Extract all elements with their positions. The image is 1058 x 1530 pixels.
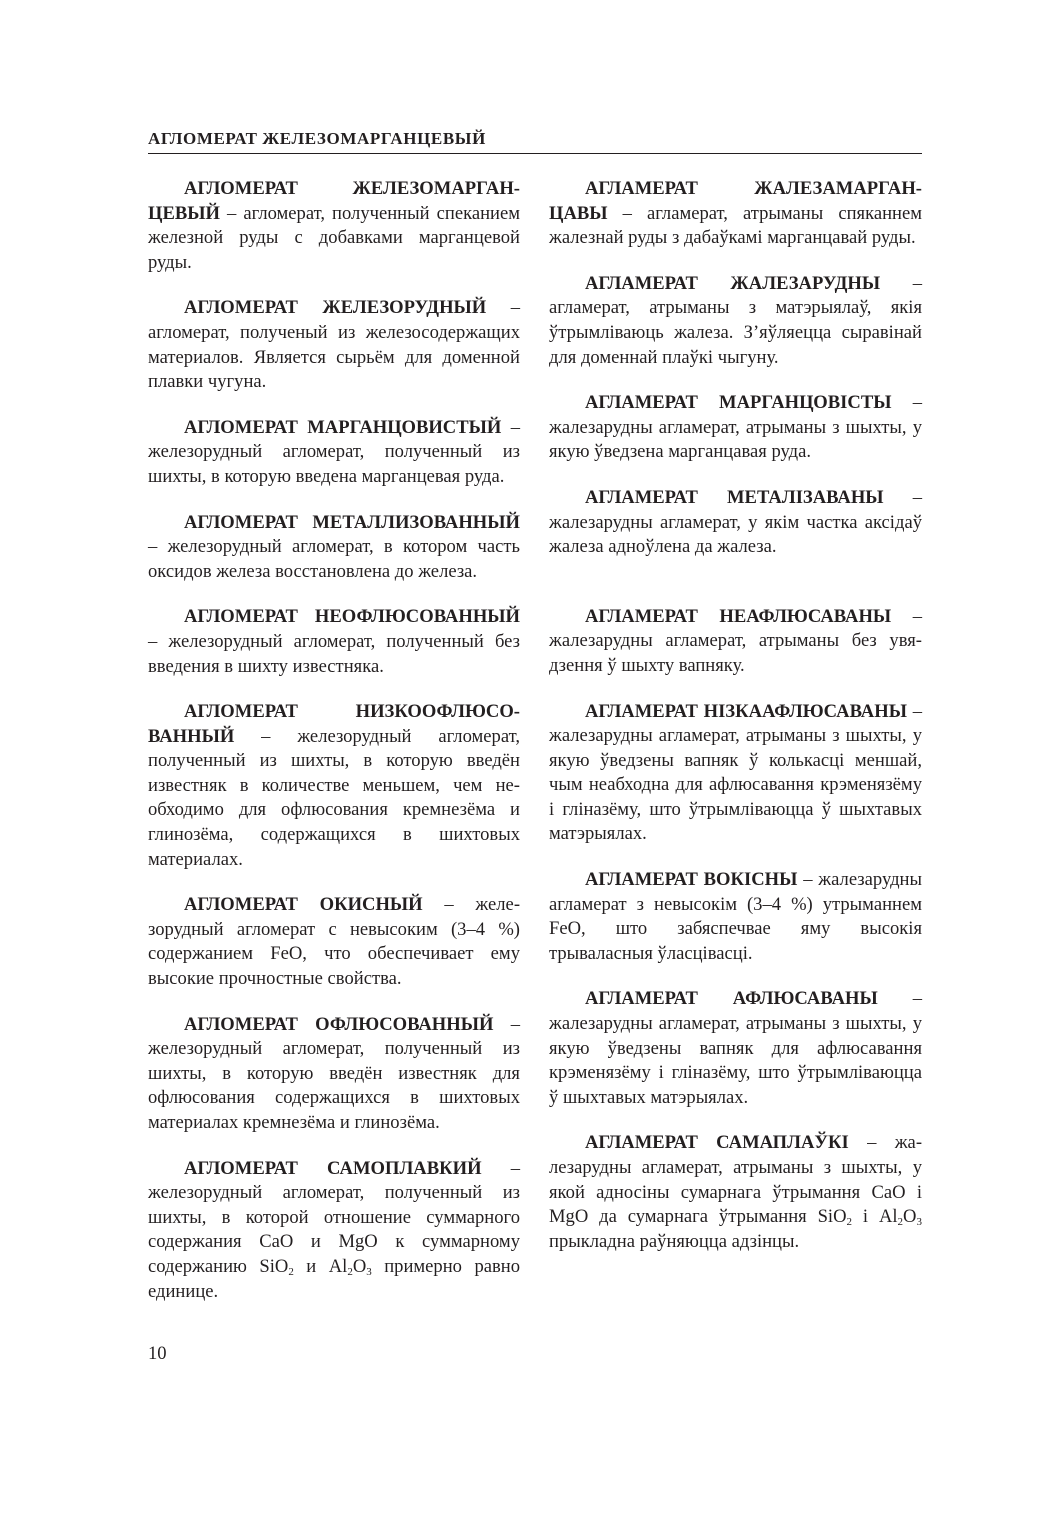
entry-term: АГЛОМЕРАТ НЕОФЛЮСОВАННЫЙ bbox=[184, 606, 520, 628]
entry-term: АГЛОМЕРАТ ОФЛЮСОВАННЫЙ bbox=[184, 1013, 494, 1035]
entry-definition: – агламерат, атрыманы з матэрыялаў, якія ўтрымліваюць жалеза. З’яўляецца сыравінай для доменнай плаўкі чыгуну. bbox=[549, 272, 922, 368]
entry-definition: – агломерат, полученый из железосодержащих материалов. Является сырьём для доменной плавки чугуна. bbox=[148, 297, 520, 393]
entry-term: АГЛАМЕРАТ МЕТАЛІЗАВАНЫ bbox=[585, 486, 884, 508]
entry-definition-part: O bbox=[352, 1255, 367, 1277]
entry-definition: – железорудный агломерат, полученный из шихты, в которую введён известняк для офлюсования содержащихся в шихтовых материалах кремнезёма и глинозёма. bbox=[148, 1013, 520, 1133]
entry bbox=[148, 700, 520, 872]
entry bbox=[148, 177, 520, 275]
subscript: 2 bbox=[846, 1216, 853, 1229]
subscript: 3 bbox=[916, 1216, 922, 1229]
entry-term: АГЛОМЕРАТ ОКИСНЫЙ bbox=[184, 894, 423, 916]
entry-definition: – железорудный агломерат, полученный из шихты, в которую введён известняк в количестве меньшем, чем необходимо для офлюсования кремнезёма и глинозёма, содержащихся в шихтовых материалах. bbox=[148, 725, 520, 870]
entry-term: АГЛАМЕРАТ ВОКІСНЫ bbox=[585, 869, 798, 891]
entry-definition: – жалезарудны агламерат, атрыманы з шыхты, у якую ўведзены вапняк для афлюсавання крэменязёму і гліназёму, што ўтрымліваюцца ў шыхтавых матэрыялах. bbox=[549, 988, 922, 1108]
entry bbox=[549, 868, 922, 966]
right-column-belarusian bbox=[549, 177, 922, 1275]
entry-definition: – жалезарудны агламерат, атрыманы з шыхты, у якую ўведзены вапняк ў колькасці меншай, чым неабходна для афлюсавання крэменязёму і гліназёму, што ўтрымліваюцца ў шыхтавых матэрыялах. bbox=[549, 700, 922, 845]
entry bbox=[148, 511, 520, 585]
entry bbox=[148, 416, 520, 490]
entry-definition: – жалезарудны агламерат, атрыманы без увядзення ў шыхту вапняку. bbox=[549, 605, 922, 676]
entry-term: АГЛАМЕРАТ НЕАФЛЮСАВАНЫ bbox=[585, 605, 892, 627]
entry-term: АГЛОМЕРАТ НИЗКООФЛЮСОВАННЫЙ bbox=[148, 701, 520, 747]
entry-definition: – железорудный агломерат, полученный из шихты, в которую введена марганцевая руда. bbox=[148, 416, 520, 487]
entry-term: АГЛАМЕРАТ АФЛЮСАВАНЫ bbox=[585, 988, 878, 1010]
entry-definition-part: прыкладна раўняюцца адзінцы. bbox=[549, 1230, 800, 1252]
entry bbox=[549, 605, 922, 679]
entry-definition: – агламерат, атрыманы спяканнем жалезнай руды з дабаўкамі марганцавай руды. bbox=[549, 202, 922, 249]
entry-term: АГЛОМЕРАТ МЕТАЛЛИЗОВАННЫЙ bbox=[184, 511, 520, 533]
entry-term: АГЛАМЕРАТ ЖАЛЕЗАМАРГАНЦАВЫ bbox=[549, 178, 922, 224]
running-header bbox=[148, 129, 922, 154]
entry-definition: – железорудный агломерат, полученный из шихты, в которой отношение суммарного содержания CaO и MgO к суммарному содержанию SiO bbox=[148, 1157, 520, 1277]
entry bbox=[148, 1013, 520, 1136]
entry-term: АГЛАМЕРАТ САМАПЛАЎКІ bbox=[585, 1132, 849, 1154]
entry-definition-part: и Al bbox=[293, 1255, 348, 1277]
subscript: 2 bbox=[897, 1216, 904, 1229]
entry bbox=[148, 605, 520, 679]
entry-definition: – жалезарудны агламерат, у якім частка аксідаў жалеза адноўлена да жалеза. bbox=[549, 486, 922, 558]
entry bbox=[549, 177, 922, 251]
entry bbox=[549, 987, 922, 1110]
page-number: 10 bbox=[148, 1343, 167, 1364]
entry bbox=[549, 1131, 922, 1254]
entry-term: АГЛАМЕРАТ ЖАЛЕЗАРУДНЫ bbox=[585, 272, 881, 294]
entry-definition-part: O bbox=[903, 1206, 917, 1228]
subscript: 2 bbox=[347, 1265, 353, 1278]
entry-term: АГЛОМЕРАТ ЖЕЛЕЗОРУДНЫЙ bbox=[184, 297, 487, 319]
entry-term: АГЛАМЕРАТ МАРГАНЦОВІСТЫ bbox=[585, 392, 892, 414]
entry-definition: – железорудный агломерат, полученный без введения в шихту известняка. bbox=[148, 630, 520, 677]
entry-definition-part: примерно равно единице. bbox=[148, 1255, 521, 1302]
entry-term: АГЛОМЕРАТ МАРГАНЦОВИСТЫЙ bbox=[184, 416, 502, 438]
entry bbox=[549, 700, 922, 848]
entry-definition: – жалезарудны агламерат, атрыманы з шыхты, у якой адносіны сумарнага ўтрымання CaO і MgO да сумарнага ўтрымання SiO bbox=[549, 1132, 923, 1228]
left-column-russian bbox=[148, 177, 520, 1325]
entry bbox=[148, 296, 520, 394]
entry-term: АГЛАМЕРАТ НІЗКААФЛЮСАВАНЫ bbox=[585, 700, 907, 722]
entry bbox=[549, 272, 922, 370]
entry-term: АГЛОМЕРАТ ЖЕЛЕЗОМАРГАНЦЕВЫЙ bbox=[148, 178, 520, 224]
entry bbox=[148, 893, 520, 991]
entry bbox=[549, 391, 922, 465]
entry-definition: – железорудный агломерат с невысоким (3–4 %) содержанием FeO, что обеспечивает ему высокие прочностные свойства. bbox=[148, 894, 521, 990]
entry-definition: – железорудный агломерат, в котором часть оксидов железа восстановлена до железа. bbox=[148, 536, 520, 582]
entry-definition: – жалезарудны агламерат з невысокім (3–4 %) утрыманнем FeO, што забяспечвае яму высокія трываласныя ўласцівасці. bbox=[549, 869, 922, 964]
subscript: 2 bbox=[288, 1265, 294, 1278]
entry bbox=[148, 1157, 520, 1305]
entry-definition: – агломерат, полученный спеканием железной руды с добавками марганцевой руды. bbox=[148, 202, 520, 273]
subscript: 3 bbox=[366, 1265, 372, 1278]
entry-term: АГЛОМЕРАТ САМОПЛАВКИЙ bbox=[184, 1157, 482, 1179]
running-header-title: АГЛОМЕРАТ ЖЕЛЕЗОМАРГАНЦЕВЫЙ bbox=[148, 129, 486, 148]
entry-definition-part: і Al bbox=[852, 1206, 898, 1228]
entry-definition: – жалезарудны агламерат, атрыманы з шыхты, у якую ўведзена марганцавая руда. bbox=[549, 392, 922, 463]
entry bbox=[549, 486, 922, 560]
